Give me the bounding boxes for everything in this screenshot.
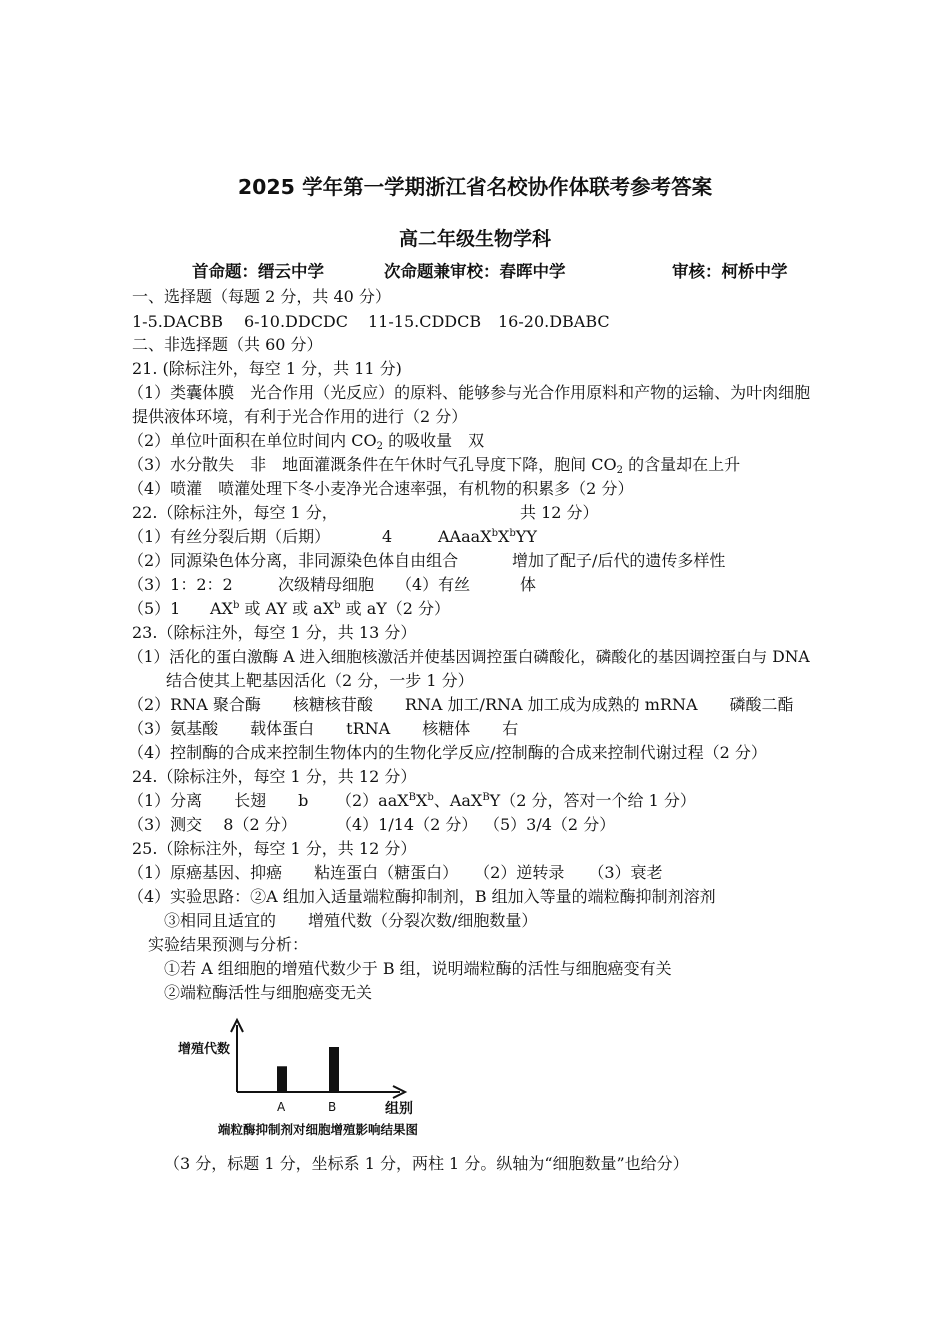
q25-result-heading: 实验结果预测与分析： [148, 935, 309, 954]
document-subtitle: 高二年级生物学科 [398, 228, 551, 250]
q23-answer-1: （1）活化的蛋白激酶 A 进入细胞核激活并使基因调控蛋白磷酸化，磷酸化的基因调控蛋白与 DNA [128, 648, 810, 666]
q25-answer-4-cont: ③相同且适宜的 增殖代数（分裂次数/细胞数量） [164, 911, 538, 930]
q22-answer-3: （3）1：2：2 [128, 575, 233, 594]
chart-category-b: B [328, 1100, 337, 1114]
q23-answer-4: （4）控制酶的合成来控制生物体内的生物化学反应/控制酶的合成来控制代谢过程（2 分） [128, 743, 767, 762]
q24-answer-3: （3）测交 8（2 分） [128, 815, 297, 834]
reviewer: 审核：柯桥中学 [672, 262, 788, 281]
q22-answer-1-number: 4 [382, 527, 393, 546]
q21-heading: 21. (除标注外，每空 1 分，共 11 分) [132, 359, 402, 378]
mc-answers-11-15: 11-15.CDDCB [368, 312, 482, 331]
q21-answer-1-cont: 提供液体环境，有利于光合作用的进行（2 分） [132, 407, 468, 426]
q22-answer-3-cont: 次级精母细胞 [278, 575, 375, 594]
document-title: 2025 学年第一学期浙江省名校协作体联考参考答案 [237, 175, 713, 199]
q22-answer-1-genotype: $AAaaX^bX^bYY$ [438, 527, 537, 546]
q22-answer-2-cont: 增加了配子/后代的遗传多样性 [512, 551, 726, 570]
q23-answer-1-cont: 结合使其上靶基因活化（2 分，一步 1 分） [166, 671, 474, 690]
q24-answer-1: （1）分离 长翅 b [128, 791, 309, 810]
q21-answer-2: （2）单位叶面积在单位时间内 $CO_2$ 的吸收量 双 [128, 431, 485, 452]
q21-answer-4: （4）喷灌 喷灌处理下冬小麦净光合速率强，有机物的积累多（2 分） [128, 479, 634, 498]
q21-answer-1: （1）类囊体膜 光合作用（光反应）的原料、能够参与光合作用原料和产物的运输、为叶肉细胞 [128, 383, 811, 402]
q25-answer-4: （4）实验思路：②A 组加入适量端粒酶抑制剂，B 组加入等量的端粒酶抑制剂溶剂 [128, 887, 716, 906]
first-author: 首命题：缙云中学 [192, 262, 324, 281]
q22-answer-2: （2）同源染色体分离，非同源染色体自由组合 [128, 551, 459, 570]
chart-x-label: 组别 [385, 1101, 413, 1117]
q23-answer-3: （3）氨基酸 载体蛋白 tRNA 核糖体 右 [128, 719, 519, 738]
q21-answer-3: （3）水分散失 非 地面灌溉条件在午休时气孔导度下降，胞间 $CO_2$ 的含量却在上升 [128, 455, 741, 476]
q24-answer-5: （5）3/4（2 分） [484, 815, 616, 834]
q25-heading: 25.（除标注外，每空 1 分，共 12 分） [132, 839, 417, 858]
q22-answer-5-genotypes: $AX^b$ 或 AY 或 $aX^b$ 或 aY（2 分） [210, 599, 451, 618]
q22-answer-4: （4）有丝 [396, 575, 471, 594]
q22-total: 共 12 分） [520, 503, 599, 522]
mc-answers-1-5: 1-5.DACBB [132, 312, 223, 331]
q24-heading: 24.（除标注外，每空 1 分，共 12 分） [132, 767, 417, 786]
mc-answers-16-20: 16-20.DBABC [498, 312, 610, 331]
q24-answer-2: $(2)aaX^BX^b$、AaX$^B$Y（2 分，答对一个给 1 分） [336, 791, 696, 810]
section1-heading: 一、选择题（每题 2 分，共 40 分） [132, 287, 391, 306]
chart-bars [277, 1047, 339, 1092]
q24-answer-4: （4）1/14（2 分） [336, 815, 478, 834]
q25-scoring-note: （3 分，标题 1 分，坐标系 1 分，两柱 1 分。纵轴为“细胞数量”也给分） [164, 1154, 689, 1173]
chart-category-a: A [277, 1100, 286, 1114]
chart-title: 端粒酶抑制剂对细胞增殖影响结果图 [218, 1122, 419, 1137]
q23-heading: 23.（除标注外，每空 1 分，共 13 分） [132, 623, 417, 642]
q25-result-1: ①若 A 组细胞的增殖代数少于 B 组，说明端粒酶的活性与细胞癌变有关 [164, 959, 672, 978]
chart-bar-b [329, 1047, 339, 1092]
q25-result-2: ②端粒酶活性与细胞癌变无关 [164, 983, 373, 1002]
second-author: 次命题兼审校：春晖中学 [384, 262, 566, 281]
section2-heading: 二、非选择题（共 60 分） [132, 335, 323, 354]
q22-heading: 22.（除标注外，每空 1 分， [132, 503, 338, 522]
q22-answer-5: （5）1 [128, 599, 181, 618]
q25-answer-1-3: （1）原癌基因、抑癌 粘连蛋白（糖蛋白） （2）逆转录 （3）衰老 [128, 863, 663, 882]
mc-answers-6-10: 6-10.DDCDC [244, 312, 348, 331]
chart-y-label: 增殖代数 [178, 1042, 231, 1057]
q22-answer-1: （1）有丝分裂后期（后期） [128, 527, 331, 546]
q22-answer-4-cont: 体 [520, 575, 537, 594]
q23-answer-2: （2）RNA 聚合酶 核糖核苷酸 RNA 加工/RNA 加工成为成熟的 mRNA 磷酸二酯 [128, 695, 794, 714]
chart-bar-a [277, 1066, 287, 1092]
